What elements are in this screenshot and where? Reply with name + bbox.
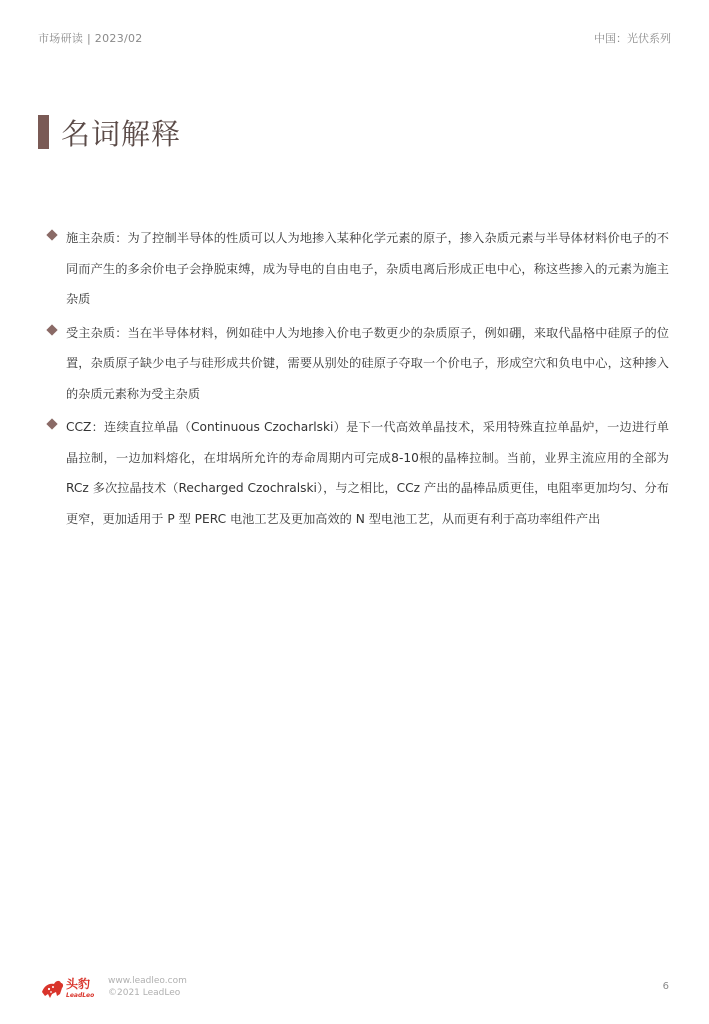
page-number: 6 xyxy=(662,981,669,992)
glossary-item-text: CCZ：连续直拉单晶（Continuous Czocharlski）是下一代高效单晶技术，采用特殊直拉单晶炉，一边进行单晶拉制，一边加料熔化，在坩埚所允许的寿命周期内可完成8-10根的晶棒拉制。当前，业界主流应用的全部为 RCz 多次拉晶技术（Recharged Czochralski），与之相比，CCz 产出的晶棒品质更佳，电阻率更加均匀、分布更窄，更加适用于 P 型 PERC 电池工艺及更加高效的 N 型电池工艺，从而更有利于高功率组件产出 xyxy=(66,420,669,526)
footer-copyright: ©2021 LeadLeo xyxy=(108,988,181,998)
logo-text: 头豹 xyxy=(66,977,91,991)
footer-website[interactable]: www.leadleo.com xyxy=(108,976,187,986)
header-report-label: 市场研读 | 2023/02 xyxy=(38,32,143,45)
glossary-item-donor xyxy=(47,223,669,315)
page-title: 名词解释 xyxy=(61,116,182,151)
glossary-item-ccz xyxy=(47,412,669,534)
title-accent-bar xyxy=(38,115,49,149)
glossary-list xyxy=(47,230,669,544)
logo-subtext: LeadLeo xyxy=(66,992,95,999)
glossary-item-text: 受主杂质：当在半导体材料，例如硅中人为地掺入价电子数更少的杂质原子，例如硼，来取代晶格中硅原子的位置，杂质原子缺少电子与硅形成共价键，需要从别处的硅原子夺取一个价电子，形成空穴和负电中心，这种掺入的杂质元素称为受主杂质 xyxy=(66,325,669,401)
diamond-bullet-icon xyxy=(46,324,57,335)
footer-info xyxy=(108,975,187,999)
glossary-item-acceptor xyxy=(47,318,669,410)
diamond-bullet-icon xyxy=(46,418,57,429)
glossary-item-text: 施主杂质：为了控制半导体的性质可以人为地掺入某种化学元素的原子，掺入杂质元素与半导体材料价电子的不同而产生的多余价电子会挣脱束缚，成为导电的自由电子，杂质电离后形成正电中心，称这些掺入的元素为施主杂质 xyxy=(66,231,669,306)
diamond-bullet-icon xyxy=(46,229,57,240)
leadleo-logo xyxy=(40,974,102,1000)
section-title xyxy=(38,113,181,151)
header-series-label: 中国：光伏系列 xyxy=(594,32,671,45)
